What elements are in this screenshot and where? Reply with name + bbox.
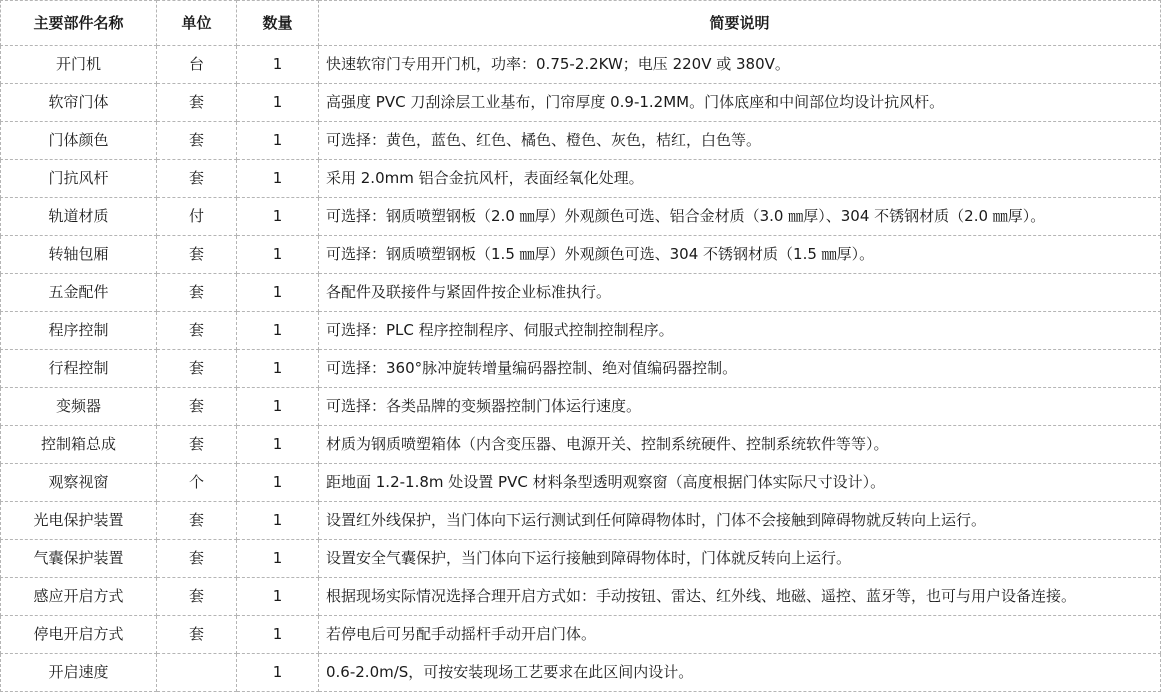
description-cell: 距地面 1.2-1.8m 处设置 PVC 材料条型透明观察窗（高度根据门体实际尺寸设计）。 bbox=[319, 464, 1161, 502]
part-name-cell: 开启速度 bbox=[1, 654, 157, 692]
quantity-cell: 1 bbox=[237, 578, 319, 616]
table-row bbox=[1, 540, 1161, 578]
description-cell: 若停电后可另配手动摇杆手动开启门体。 bbox=[319, 616, 1161, 654]
quantity-cell: 1 bbox=[237, 616, 319, 654]
table-row bbox=[1, 426, 1161, 464]
part-name-cell: 软帘门体 bbox=[1, 84, 157, 122]
unit-cell: 套 bbox=[157, 350, 237, 388]
table-row bbox=[1, 654, 1161, 692]
part-name-cell: 光电保护装置 bbox=[1, 502, 157, 540]
part-name-cell: 程序控制 bbox=[1, 312, 157, 350]
unit-cell: 个 bbox=[157, 464, 237, 502]
part-name-cell: 行程控制 bbox=[1, 350, 157, 388]
description-cell: 设置红外线保护，当门体向下运行测试到任何障碍物体时，门体不会接触到障碍物就反转向上运行。 bbox=[319, 502, 1161, 540]
quantity-cell: 1 bbox=[237, 502, 319, 540]
quantity-cell: 1 bbox=[237, 84, 319, 122]
unit-cell: 付 bbox=[157, 198, 237, 236]
table-row bbox=[1, 198, 1161, 236]
quantity-cell: 1 bbox=[237, 312, 319, 350]
quantity-cell: 1 bbox=[237, 160, 319, 198]
part-name-cell: 停电开启方式 bbox=[1, 616, 157, 654]
quantity-cell: 1 bbox=[237, 198, 319, 236]
table-row bbox=[1, 312, 1161, 350]
unit-cell: 套 bbox=[157, 236, 237, 274]
unit-cell: 套 bbox=[157, 312, 237, 350]
quantity-cell: 1 bbox=[237, 350, 319, 388]
unit-cell: 台 bbox=[157, 46, 237, 84]
quantity-cell: 1 bbox=[237, 464, 319, 502]
description-cell: 设置安全气囊保护，当门体向下运行接触到障碍物体时，门体就反转向上运行。 bbox=[319, 540, 1161, 578]
quantity-cell: 1 bbox=[237, 426, 319, 464]
table-row bbox=[1, 350, 1161, 388]
table-row bbox=[1, 236, 1161, 274]
unit-cell: 套 bbox=[157, 426, 237, 464]
table-row bbox=[1, 616, 1161, 654]
header-row bbox=[1, 1, 1161, 46]
quantity-cell: 1 bbox=[237, 236, 319, 274]
unit-cell: 套 bbox=[157, 502, 237, 540]
quantity-cell: 1 bbox=[237, 540, 319, 578]
part-name-cell: 观察视窗 bbox=[1, 464, 157, 502]
description-cell: 可选择：各类品牌的变频器控制门体运行速度。 bbox=[319, 388, 1161, 426]
description-cell: 0.6-2.0m/S，可按安装现场工艺要求在此区间内设计。 bbox=[319, 654, 1161, 692]
quantity-cell: 1 bbox=[237, 274, 319, 312]
table-row bbox=[1, 578, 1161, 616]
table-row bbox=[1, 122, 1161, 160]
quantity-cell: 1 bbox=[237, 388, 319, 426]
table-row bbox=[1, 464, 1161, 502]
quantity-cell: 1 bbox=[237, 654, 319, 692]
table-row bbox=[1, 388, 1161, 426]
part-name-cell: 气囊保护装置 bbox=[1, 540, 157, 578]
unit-cell: 套 bbox=[157, 388, 237, 426]
description-cell: 可选择：黄色，蓝色、红色、橘色、橙色、灰色，桔红，白色等。 bbox=[319, 122, 1161, 160]
description-cell: 根据现场实际情况选择合理开启方式如：手动按钮、雷达、红外线、地磁、遥控、蓝牙等，也可与用户设备连接。 bbox=[319, 578, 1161, 616]
description-cell: 各配件及联接件与紧固件按企业标准执行。 bbox=[319, 274, 1161, 312]
header-part-name: 主要部件名称 bbox=[1, 1, 157, 46]
part-name-cell: 感应开启方式 bbox=[1, 578, 157, 616]
description-cell: 快速软帘门专用开门机，功率：0.75-2.2KW；电压 220V 或 380V。 bbox=[319, 46, 1161, 84]
quantity-cell: 1 bbox=[237, 46, 319, 84]
unit-cell: 套 bbox=[157, 160, 237, 198]
table-row bbox=[1, 160, 1161, 198]
header-quantity: 数量 bbox=[237, 1, 319, 46]
part-name-cell: 转轴包厢 bbox=[1, 236, 157, 274]
part-name-cell: 门体颜色 bbox=[1, 122, 157, 160]
part-name-cell: 变频器 bbox=[1, 388, 157, 426]
unit-cell: 套 bbox=[157, 122, 237, 160]
unit-cell: 套 bbox=[157, 578, 237, 616]
part-name-cell: 门抗风杆 bbox=[1, 160, 157, 198]
part-name-cell: 轨道材质 bbox=[1, 198, 157, 236]
table-body bbox=[1, 46, 1161, 692]
part-name-cell: 五金配件 bbox=[1, 274, 157, 312]
header-unit: 单位 bbox=[157, 1, 237, 46]
unit-cell: 套 bbox=[157, 540, 237, 578]
unit-cell: 套 bbox=[157, 274, 237, 312]
header-description: 简要说明 bbox=[319, 1, 1161, 46]
description-cell: 可选择：PLC 程序控制程序、伺服式控制控制程序。 bbox=[319, 312, 1161, 350]
table-row bbox=[1, 84, 1161, 122]
table-row bbox=[1, 274, 1161, 312]
unit-cell bbox=[157, 654, 237, 692]
description-cell: 高强度 PVC 刀刮涂层工业基布，门帘厚度 0.9-1.2MM。门体底座和中间部位均设计抗风杆。 bbox=[319, 84, 1161, 122]
description-cell: 可选择：钢质喷塑钢板（1.5 ㎜厚）外观颜色可选、304 不锈钢材质（1.5 ㎜厚）。 bbox=[319, 236, 1161, 274]
description-cell: 可选择：钢质喷塑钢板（2.0 ㎜厚）外观颜色可选、铝合金材质（3.0 ㎜厚）、304 不锈钢材质（2.0 ㎜厚）。 bbox=[319, 198, 1161, 236]
unit-cell: 套 bbox=[157, 84, 237, 122]
quantity-cell: 1 bbox=[237, 122, 319, 160]
table-row bbox=[1, 502, 1161, 540]
description-cell: 采用 2.0mm 铝合金抗风杆，表面经氧化处理。 bbox=[319, 160, 1161, 198]
unit-cell: 套 bbox=[157, 616, 237, 654]
table-row bbox=[1, 46, 1161, 84]
part-name-cell: 开门机 bbox=[1, 46, 157, 84]
description-cell: 可选择：360°脉冲旋转增量编码器控制、绝对值编码器控制。 bbox=[319, 350, 1161, 388]
part-name-cell: 控制箱总成 bbox=[1, 426, 157, 464]
description-cell: 材质为钢质喷塑箱体（内含变压器、电源开关、控制系统硬件、控制系统软件等等）。 bbox=[319, 426, 1161, 464]
